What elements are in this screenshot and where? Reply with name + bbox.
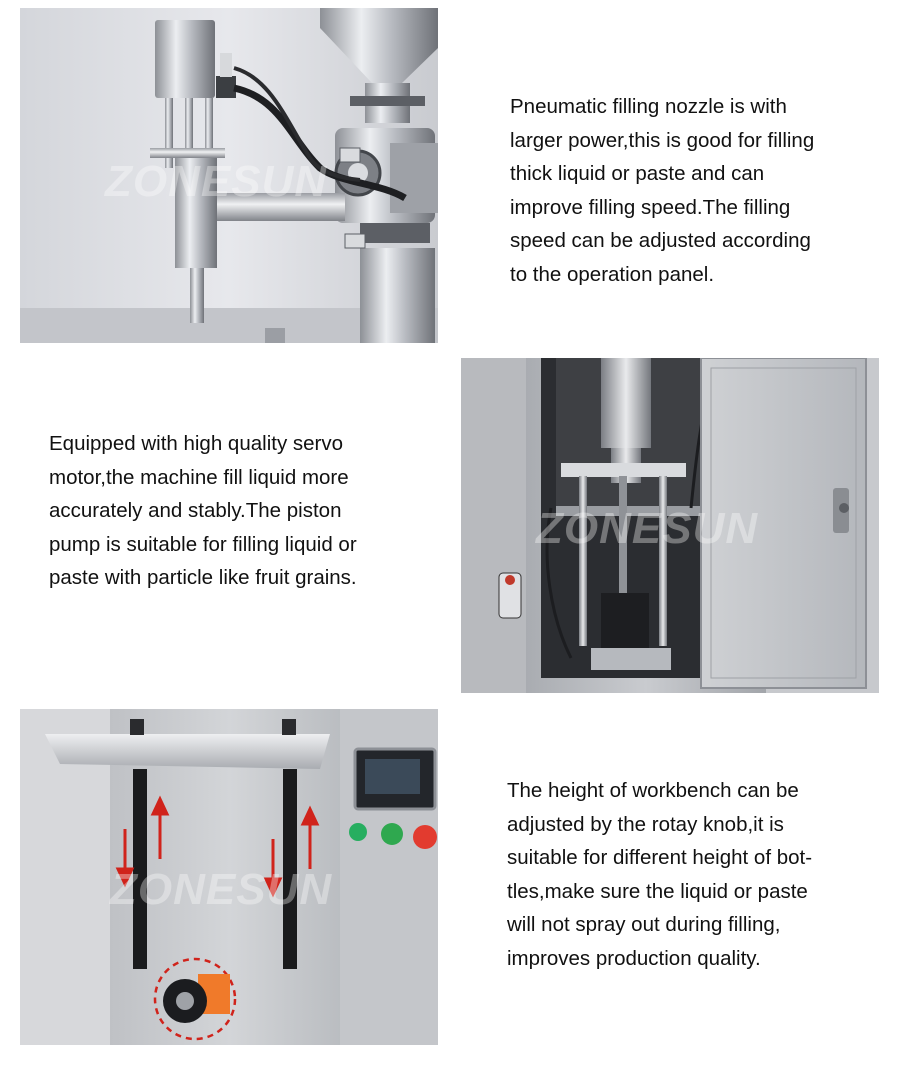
watermark: ZONESUN [105, 157, 328, 206]
workbench-line: will not spray out during filling, [507, 913, 781, 936]
servo-line: pump is suitable for filling liquid or [49, 532, 357, 556]
workbench-photo [20, 709, 438, 1045]
workbench-description [507, 774, 812, 975]
workbench-line: tles,make sure the liquid or paste [507, 879, 808, 903]
servo-line: paste with particle like fruit grains. [49, 566, 357, 589]
nozzle-line: to the operation panel. [510, 262, 715, 286]
nozzle-line: speed can be adjusted according [510, 229, 811, 252]
watermark: ZONESUN [536, 504, 759, 553]
nozzle-line: improve filling speed.The filling [510, 195, 791, 219]
watermark: ZONESUN [110, 865, 333, 914]
nozzle-line: thick liquid or paste and can [510, 162, 765, 185]
workbench-line: suitable for different height of bot- [507, 846, 813, 869]
nozzle-photo [20, 8, 438, 343]
workbench-line: improves production quality. [507, 946, 761, 970]
servo-line: accurately and stably.The piston [49, 499, 342, 522]
workbench-line: The height of workbench can be [507, 779, 799, 802]
workbench-line: adjusted by the rotay knob,it is [507, 812, 784, 836]
nozzle-line: Pneumatic filling nozzle is with [510, 95, 787, 118]
servo-photo [461, 358, 879, 693]
servo-line: Equipped with high quality servo [49, 432, 344, 455]
nozzle-line: larger power,this is good for filling [510, 128, 815, 152]
nozzle-description [510, 90, 814, 291]
servo-description [49, 427, 357, 595]
servo-line: motor,the machine fill liquid more [49, 465, 349, 489]
